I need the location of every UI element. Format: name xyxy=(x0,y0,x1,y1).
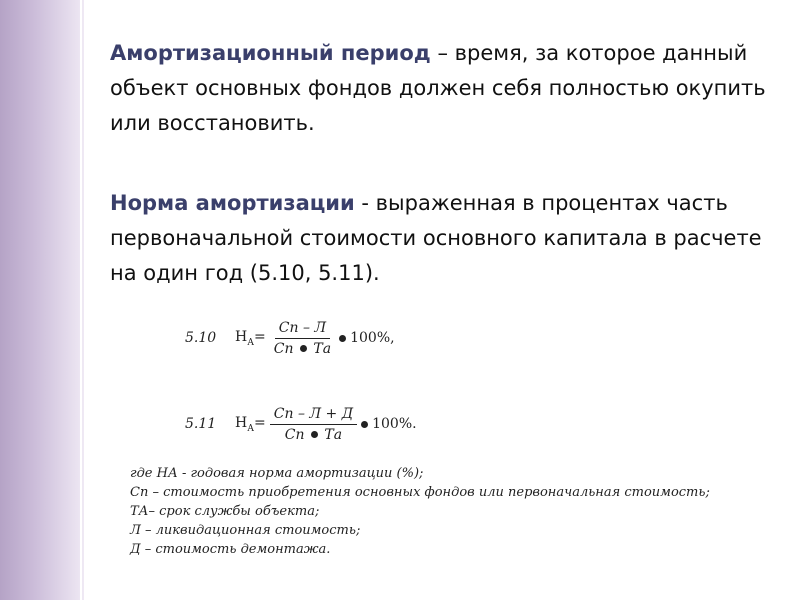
formula-tail: 100%. xyxy=(372,416,417,432)
formula-lhs: $Н_А=$ xyxy=(235,414,266,434)
multiply-dot-icon xyxy=(361,421,368,428)
amortization-rate-term: Норма амортизации xyxy=(110,191,355,215)
multiply-dot-icon xyxy=(311,431,318,438)
formula-numerator: Сп – Л xyxy=(275,320,330,339)
formula-fraction xyxy=(270,406,357,443)
formula-legend xyxy=(130,464,780,559)
formula-5-10 xyxy=(185,310,395,366)
left-decorative-band xyxy=(0,0,84,600)
formula-denominator: Сп Тa xyxy=(273,340,332,357)
amortization-period-term: Амортизационный период xyxy=(110,41,431,65)
formula-5-11 xyxy=(185,396,417,452)
formula-lhs: $Н_А=$ xyxy=(235,328,266,348)
left-divider-line xyxy=(80,0,82,600)
amortization-period-text: – время, за которое данный объект основных фондов должен себя полностью окупить или восстановить. xyxy=(110,41,766,135)
formula-number: 5.11 xyxy=(185,416,217,432)
multiply-dot-icon xyxy=(339,335,346,342)
legend-line: ТА– срок службы объекта; xyxy=(130,504,320,519)
legend-line: Л – ликвидационная стоимость; xyxy=(130,523,361,538)
amortization-rate-definition xyxy=(110,186,780,291)
legend-line: Сп – стоимость приобретения основных фондов или первоначальная стоимость; xyxy=(130,485,710,500)
formula-denominator: Сп Тa xyxy=(284,426,343,443)
amortization-period-definition xyxy=(110,36,780,141)
formula-numerator: Сп – Л + Д xyxy=(270,406,357,425)
formula-number: 5.10 xyxy=(185,330,217,346)
formula-tail: 100%, xyxy=(350,330,395,346)
legend-line: Д – стоимость демонтажа. xyxy=(130,542,331,557)
formula-fraction xyxy=(270,320,335,357)
multiply-dot-icon xyxy=(300,345,307,352)
amortization-rate-text: - выраженная в процентах часть первоначальной стоимости основного капитала в расчете на один год (5.10, 5.11). xyxy=(110,191,762,285)
legend-line: где НА - годовая норма амортизации (%); xyxy=(130,466,424,481)
